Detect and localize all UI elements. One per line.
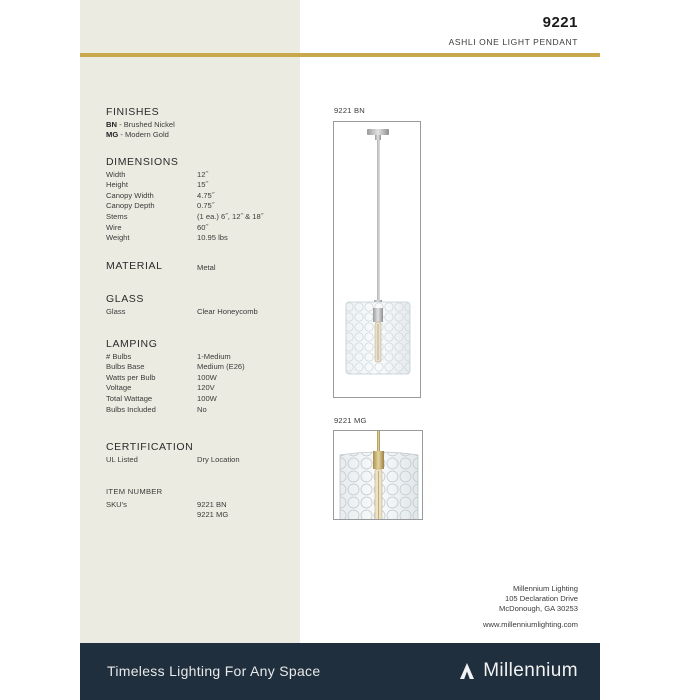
lamping-section — [106, 339, 296, 415]
brand-logo — [459, 660, 578, 682]
dimension-value: 15˝ — [197, 180, 208, 190]
sku-value: 9221 MG — [197, 510, 229, 520]
product-sku-title: 9221 — [542, 14, 578, 31]
company-address — [483, 584, 578, 630]
dimension-label: Weight — [106, 233, 130, 243]
certification-section — [106, 442, 296, 465]
gold-divider — [80, 53, 600, 57]
bn-product-image — [333, 121, 421, 398]
lamping-row — [106, 405, 296, 416]
lamping-value: 120V — [197, 383, 215, 393]
sku-row — [106, 500, 296, 521]
dimension-row — [106, 233, 296, 244]
brand-name: Millennium — [483, 660, 578, 681]
footer-banner — [80, 643, 600, 700]
dimension-row — [106, 191, 296, 202]
lamping-label: Watts per Bulb — [106, 372, 156, 382]
finish-item — [106, 130, 296, 141]
finishes-section — [106, 107, 296, 141]
lamping-value: 1-Medium — [197, 351, 231, 361]
dimension-value: 60˝ — [197, 222, 208, 232]
glass-row — [106, 307, 296, 318]
certification-label: UL Listed — [106, 454, 138, 464]
street-address: 105 Declaration Drive — [504, 594, 578, 604]
dimension-value: (1 ea.) 6˝, 12˝ & 18˝ — [197, 211, 264, 221]
dimension-label: Canopy Depth — [106, 201, 155, 211]
certification-value: Dry Location — [197, 454, 240, 464]
glass-title: GLASS — [106, 293, 145, 305]
dimension-label: Width — [106, 169, 126, 179]
dimension-label: Height — [106, 180, 128, 190]
lamping-value: Medium (E26) — [197, 362, 245, 372]
company-name: Millennium Lighting — [512, 584, 578, 593]
dimension-value: 12˝ — [197, 169, 208, 179]
bn-image-label: 9221 BN — [334, 106, 365, 115]
dimension-row — [106, 212, 296, 223]
lamping-value: No — [197, 404, 207, 414]
dimension-label: Wire — [106, 222, 122, 232]
finishes-title: FINISHES — [106, 106, 160, 118]
lamping-label: Voltage — [106, 383, 132, 393]
lamping-title: LAMPING — [106, 338, 158, 350]
item-number-section — [106, 487, 296, 521]
sku-label: SKU's — [106, 499, 127, 509]
millennium-logo-icon — [459, 662, 475, 680]
certification-title: CERTIFICATION — [106, 441, 194, 453]
dimension-label: Stems — [106, 211, 128, 221]
product-name: ASHLI ONE LIGHT PENDANT — [448, 37, 578, 47]
lamping-row — [106, 383, 296, 394]
glass-label: Glass — [106, 306, 126, 316]
material-value: Metal — [197, 263, 216, 272]
dimension-row — [106, 180, 296, 191]
finish-name: - Modern Gold — [118, 130, 169, 140]
dimension-label: Canopy Width — [106, 190, 154, 200]
dimension-row — [106, 223, 296, 234]
dimension-value: 4.75˝ — [197, 190, 215, 200]
specs-sidebar — [80, 0, 300, 643]
lamping-value: 100W — [197, 372, 217, 382]
mg-product-image — [333, 430, 423, 520]
footer-tagline: Timeless Lighting For Any Space — [107, 663, 321, 679]
brushed-nickel-pendant-illustration — [334, 122, 421, 398]
finish-item — [106, 120, 296, 131]
dimensions-title: DIMENSIONS — [106, 156, 179, 168]
certification-row — [106, 455, 296, 466]
lamping-label: Bulbs Included — [106, 404, 156, 414]
dimension-row — [106, 170, 296, 181]
item-number-title: ITEM NUMBER — [106, 487, 163, 496]
lamping-label: # Bulbs — [106, 351, 132, 361]
material-title: MATERIAL — [106, 260, 163, 272]
website-link[interactable]: www.millenniumlighting.com — [483, 619, 578, 629]
modern-gold-pendant-illustration — [334, 431, 423, 520]
dimension-value: 10.95 lbs — [197, 233, 228, 243]
dimensions-section — [106, 157, 296, 244]
sku-value: 9221 BN — [197, 499, 227, 509]
title-block — [449, 14, 578, 47]
material-section — [106, 261, 296, 274]
lamping-row — [106, 352, 296, 363]
lamping-row — [106, 394, 296, 405]
dimension-row — [106, 201, 296, 212]
finish-code: MG — [106, 130, 119, 140]
dimension-value: 0.75˝ — [197, 201, 215, 211]
lamping-row — [106, 362, 296, 373]
city-state-zip: McDonough, GA 30253 — [499, 604, 578, 614]
lamping-label: Total Wattage — [106, 393, 153, 403]
lamping-row — [106, 373, 296, 384]
lamping-value: 100W — [197, 393, 217, 403]
finish-code: BN — [106, 119, 117, 129]
lamping-label: Bulbs Base — [106, 362, 145, 372]
glass-section — [106, 294, 296, 317]
mg-image-label: 9221 MG — [334, 416, 367, 425]
glass-value: Clear Honeycomb — [197, 306, 258, 316]
finish-name: - Brushed Nickel — [116, 119, 175, 129]
